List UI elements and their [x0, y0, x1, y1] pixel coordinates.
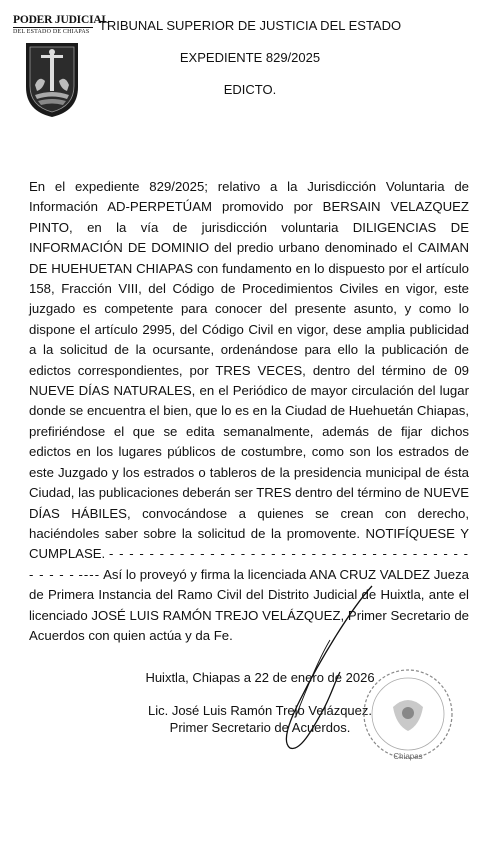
- court-name-heading: TRIBUNAL SUPERIOR DE JUSTICIA DEL ESTADO: [98, 18, 402, 33]
- signer-name: Lic. José Luis Ramón Trejo Velázquez.: [147, 703, 372, 718]
- edict-paragraph-1: En el expediente 829/2025; relativo a la Jurisdicción Voluntaria de Información AD-PERPETÚAM promovido por BERSAIN VELAZQUEZ PINTO, en la vía de jurisdicción voluntaria DILIGENCIAS DE INFORMACIÓN DE DOMINIO del predio urbano denominado el CAIMAN DE HUEHUETAN CHIAPAS con fundamento en lo dispuesto por el artículo 158, Fracción VIII, del Código de Procedimientos Civiles en vigor, este juzgado es competente para conocer del presente asunto, y como lo dispone el artículo 2995, del Código Civil en vigor, dese amplia publicidad a la solicitud de la ocursante, ordenándose para ello la publicación de edictos correspondientes, por TRES VECES, dentro del término de 09 NUEVE DÍAS NATURALES, en el Periódico de mayor circulación del lugar donde se encuentra el bien, que lo es en la Ciudad de Huehuetán Chiapas, prefiriéndose el que se edita semanalmente, además de fijar dichos edictos en los lugares públicos de costumbre, como son los estrados de este Juzgado y los estrados o tableros de la presidencia municipal de ésta Ciudad, las publicaciones deberán ser TRES dentro del término de NUEVE DÍAS HÁBILES, convocándose a quienes se crean con derecho, haciéndoles saber sobre la solicitud de la promovente. NOTIFÍQUESE Y CUMPLASE.: [29, 179, 469, 562]
- separator-dashes: - - - - - - - - - - - - - - - - - - - - - - - - - - - - - - - - - - - - - - - - -: [29, 546, 469, 582]
- separator-dashes-short: ----: [78, 566, 101, 582]
- court-logo: [13, 14, 109, 119]
- logo-title: PODER JUDICIAL: [13, 14, 109, 26]
- edict-body: [29, 177, 469, 646]
- official-seal-stamp: [358, 655, 458, 773]
- document-type-heading: EDICTO.: [223, 82, 277, 97]
- signer-title: Primer Secretario de Acuerdos.: [169, 720, 351, 735]
- place-and-date: Huixtla, Chiapas a 22 de enero de 2026: [145, 670, 375, 685]
- edict-paragraph-2: Así lo proveyó y firma la licenciada ANA CRUZ VALDEZ Jueza de Primera Instancia del Ramo Civil del Distrito Judicial de Huixtla, ante el licenciado JOSÉ LUIS RAMÓN TREJO VELÁZQUEZ, Primer Secretario de Acuerdos con quien actúa y da Fe.: [29, 566, 469, 643]
- logo-subtitle: DEL ESTADO DE CHIAPAS: [13, 27, 93, 35]
- stamp-label: Chiapas: [393, 752, 423, 761]
- coat-of-arms-icon: [23, 39, 81, 119]
- case-number-heading: EXPEDIENTE 829/2025: [179, 50, 321, 65]
